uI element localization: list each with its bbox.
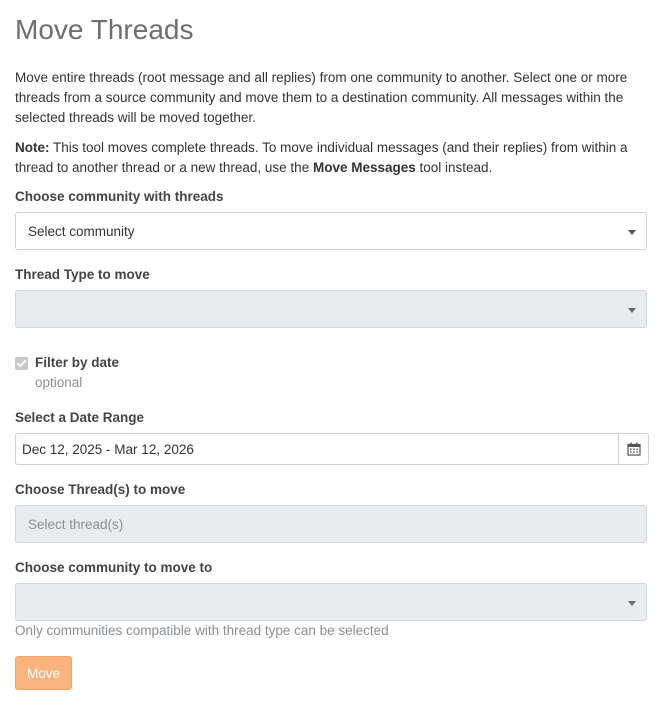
chevron-down-icon — [628, 230, 636, 235]
chevron-down-icon — [628, 308, 636, 313]
source-community-value: Select community — [28, 224, 135, 239]
filter-by-date-hint: optional — [35, 375, 83, 390]
filter-by-date-label: Filter by date — [35, 355, 120, 370]
note-label: Note: — [15, 140, 50, 155]
chevron-down-icon — [628, 601, 636, 606]
date-range-input[interactable] — [15, 433, 619, 465]
date-range-value: Dec 12, 2025 - Mar 12, 2026 — [22, 442, 194, 457]
threads-label: Choose Thread(s) to move — [15, 482, 186, 497]
note-text-2: tool instead. — [415, 160, 493, 175]
destination-community-help: Only communities compatible with thread type can be selected — [15, 623, 389, 638]
threads-placeholder: Select thread(s) — [28, 517, 124, 532]
page-note — [15, 138, 645, 178]
threads-select[interactable] — [15, 505, 647, 543]
calendar-icon — [627, 442, 641, 456]
page-description: Move entire threads (root message and all replies) from one community to another. Select one or more threads from a source community and move them to a destination community. All messages within the selected threads will be moved together. — [15, 70, 628, 125]
filter-by-date-checkbox[interactable] — [15, 357, 28, 370]
thread-type-select[interactable] — [15, 290, 647, 328]
page-title: Move Threads — [15, 14, 194, 45]
destination-community-select[interactable] — [15, 583, 647, 621]
note-text-1: This tool moves complete threads. To move individual messages (and their replies) from within a thread to another thread or a new thread, use the — [15, 140, 628, 175]
calendar-button[interactable] — [618, 433, 649, 465]
date-range-label: Select a Date Range — [15, 410, 145, 425]
source-community-select[interactable] — [15, 212, 647, 250]
source-community-label: Choose community with threads — [15, 189, 224, 204]
move-button[interactable]: Move — [15, 656, 72, 690]
move-messages-tool-name: Move Messages — [312, 160, 416, 175]
thread-type-label: Thread Type to move — [15, 267, 150, 282]
destination-community-label: Choose community to move to — [15, 560, 213, 575]
